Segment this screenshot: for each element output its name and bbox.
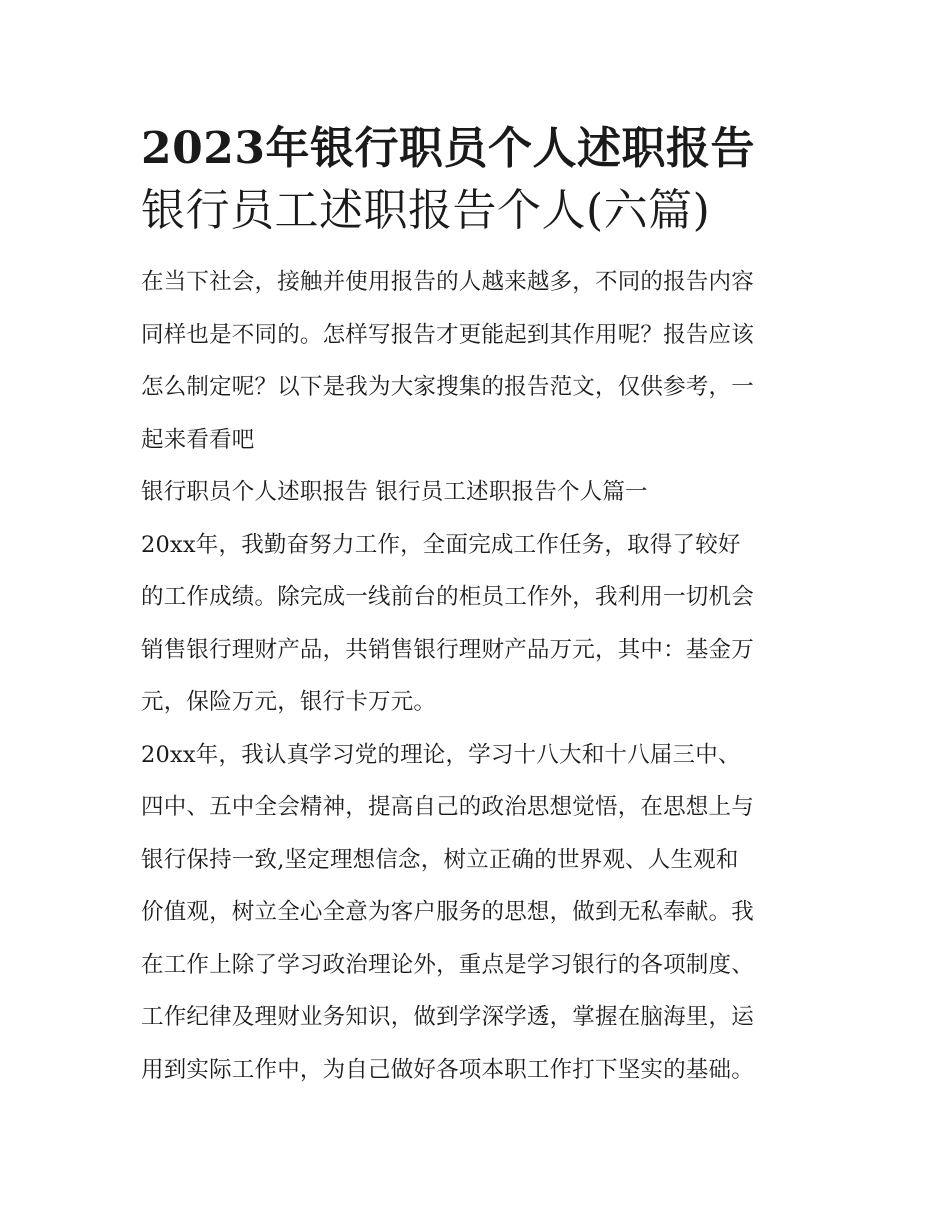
body-line: 四中、五中全会精神，提高自己的政治思想觉悟，在思想上与 [141, 794, 754, 820]
body-line: 起来看看吧 [141, 426, 255, 453]
body-line: 在当下社会，接触并使用报告的人越来越多，不同的报告内容 [141, 269, 754, 295]
body-line: 价值观，树立全心全意为客户服务的思想，做到无私奉献。我 [141, 899, 754, 925]
body-line: 工作纪律及理财业务知识，做到学深学透，掌握在脑海里，运 [141, 1004, 754, 1030]
document-title [141, 118, 813, 242]
section-heading: 银行职员个人述职报告 银行员工述职报告个人篇一 [141, 479, 648, 505]
title-line-1: 2023年银行职员个人述职报告 [141, 123, 755, 174]
body-line: 用到实际工作中，为自己做好各项本职工作打下坚实的基础。 [141, 1056, 754, 1083]
body-line: 元，保险万元，银行卡万元。 [141, 689, 437, 715]
body-line: 20xx年，我勤奋努力工作，全面完成工作任务，取得了较好 [141, 531, 741, 558]
body-line: 同样也是不同的。怎样写报告才更能起到其作用呢？报告应该 [141, 321, 754, 348]
body-line: 20xx年，我认真学习党的理论，学习十八大和十八届三中、 [141, 741, 741, 768]
body-line: 的工作成绩。除完成一线前台的柜员工作外，我利用一切机会 [141, 584, 754, 610]
body-line: 在工作上除了学习政治理论外，重点是学习银行的各项制度、 [141, 951, 754, 978]
body-line: 销售银行理财产品，共销售银行理财产品万元，其中：基金万 [141, 636, 754, 663]
body-line: 银行保持一致,坚定理想信念，树立正确的世界观、人生观和 [141, 846, 739, 873]
title-line-2: 银行员工述职报告个人(六篇) [141, 185, 711, 236]
document-content [141, 118, 813, 1096]
document-body [141, 256, 813, 1096]
body-line: 怎么制定呢？以下是我为大家搜集的报告范文，仅供参考，一 [141, 374, 754, 400]
